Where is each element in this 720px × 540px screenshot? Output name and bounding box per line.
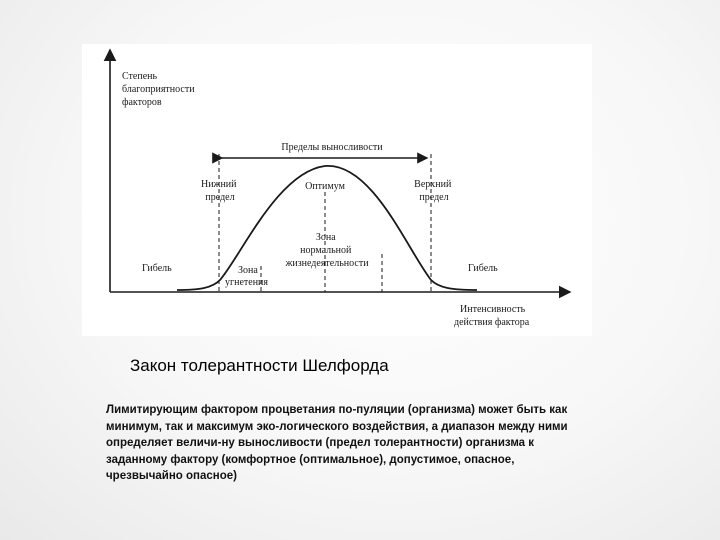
upper-limit-label: Верхний предел <box>414 179 452 203</box>
tolerance-diagram <box>82 44 592 336</box>
caption-title: Закон толерантности Шелфорда <box>130 356 389 375</box>
death-left-label: Гибель <box>142 263 172 274</box>
normal-zone-label: Зона нормальной жизнедеятельности <box>285 232 369 269</box>
optimum-label: Оптимум <box>305 181 345 192</box>
y-axis-label: Степень благоприятности факторов <box>122 71 195 108</box>
depression-zone-label: Зона угнетения <box>225 265 269 288</box>
tolerance-range-label: Пределы выносливости <box>281 142 383 153</box>
death-right-label: Гибель <box>468 263 498 274</box>
caption-text: Лимитирующим фактором процветания по-пуляции (организма) может быть как минимум, так и максимум эко-логического воздействия, а диапазон между ними определяет величи-ну выносливости (предел толерантности) организма к заданному фактору (комфортное (оптимальное), допустимое, опасное, чрезвычайно опасное) <box>106 404 568 482</box>
x-axis-label: Интенсивность действия фактора <box>454 304 530 328</box>
tolerance-diagram-panel <box>82 44 592 336</box>
lower-limit-label: Нижний предел <box>200 179 237 203</box>
